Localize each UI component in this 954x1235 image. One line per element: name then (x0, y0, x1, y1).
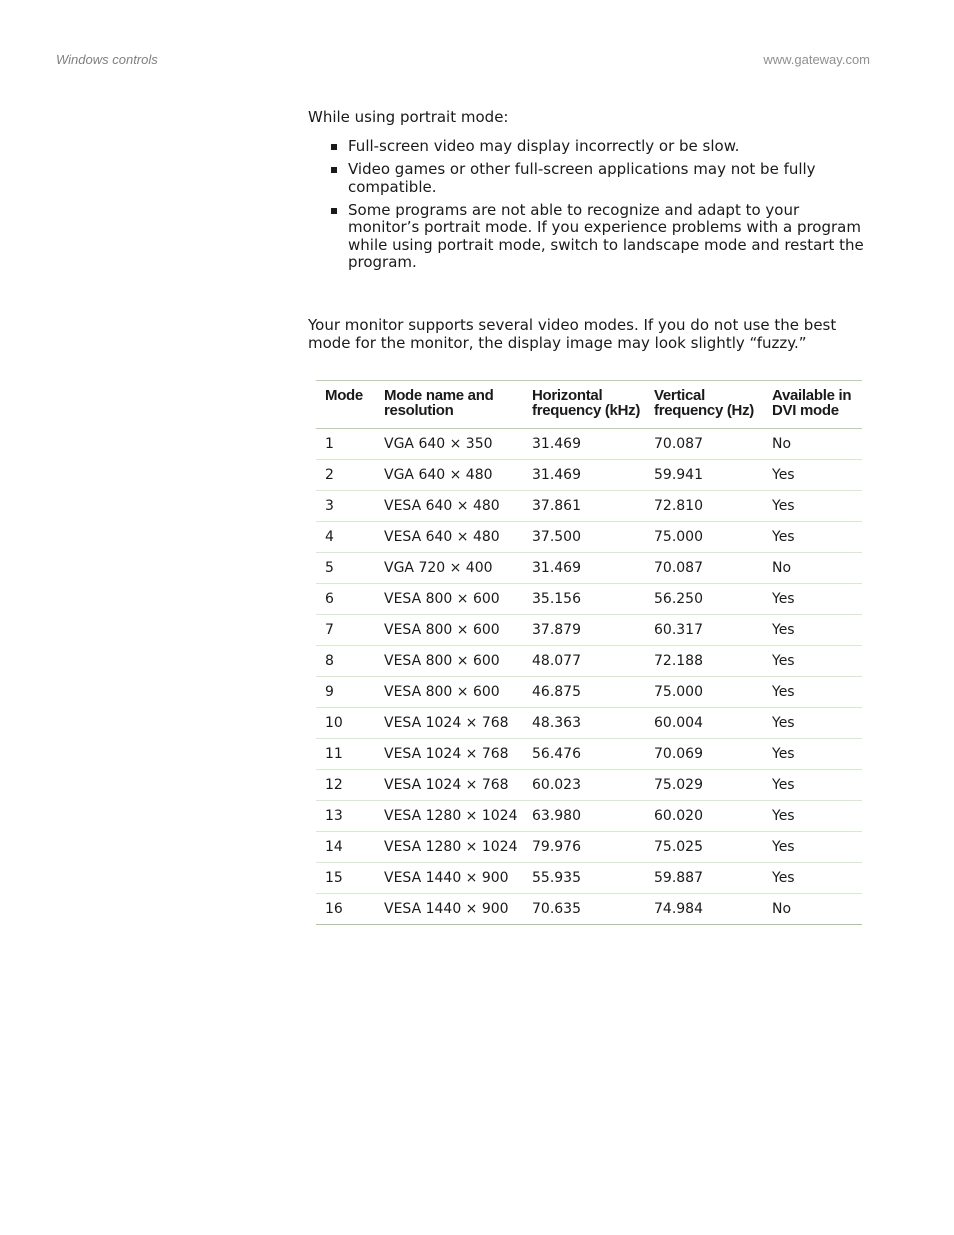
vertical-frequency-cell: 72.810 (645, 491, 763, 522)
dvi-availability-cell: Yes (763, 708, 862, 739)
mode-name-cell: VESA 1280 × 1024 (375, 832, 523, 863)
mode-name-cell: VESA 800 × 600 (375, 646, 523, 677)
vertical-frequency-cell: 70.087 (645, 553, 763, 584)
mode-number-cell: 8 (316, 646, 375, 677)
horizontal-frequency-cell: 55.935 (523, 863, 645, 894)
dvi-availability-cell: Yes (763, 491, 862, 522)
mode-name-cell: VGA 640 × 480 (375, 460, 523, 491)
table-header-row (316, 381, 862, 429)
mode-name-cell: VESA 1024 × 768 (375, 708, 523, 739)
table-row (316, 429, 862, 460)
column-header-mode: Mode (316, 381, 375, 429)
column-header-dvi-availability: Available in DVI mode (763, 381, 862, 429)
mode-number-cell: 13 (316, 801, 375, 832)
horizontal-frequency-cell: 35.156 (523, 584, 645, 615)
bullet-item (330, 161, 875, 196)
bullet-text: Full-screen video may display incorrectly or be slow. (348, 137, 740, 155)
mode-number-cell: 12 (316, 770, 375, 801)
table-row (316, 584, 862, 615)
mode-number-cell: 4 (316, 522, 375, 553)
portrait-mode-bullet-list (330, 138, 875, 277)
bullet-text: Some programs are not able to recognize and adapt to your monitor’s portrait mode. If you experience problems with a program while using portrait mode, switch to landscape mode and restart the program. (348, 200, 864, 271)
dvi-availability-cell: Yes (763, 522, 862, 553)
horizontal-frequency-cell: 37.861 (523, 491, 645, 522)
table-row (316, 770, 862, 801)
dvi-availability-cell: Yes (763, 832, 862, 863)
vertical-frequency-cell: 70.069 (645, 739, 763, 770)
mode-name-cell: VESA 1024 × 768 (375, 739, 523, 770)
dvi-availability-cell: Yes (763, 615, 862, 646)
mode-number-cell: 11 (316, 739, 375, 770)
table-row (316, 894, 862, 925)
vertical-frequency-cell: 59.887 (645, 863, 763, 894)
horizontal-frequency-cell: 31.469 (523, 460, 645, 491)
table-row (316, 460, 862, 491)
mode-name-cell: VESA 800 × 600 (375, 615, 523, 646)
vertical-frequency-cell: 75.000 (645, 677, 763, 708)
mode-name-cell: VESA 1024 × 768 (375, 770, 523, 801)
vertical-frequency-cell: 60.317 (645, 615, 763, 646)
dvi-availability-cell: No (763, 429, 862, 460)
vertical-frequency-cell: 74.984 (645, 894, 763, 925)
mode-name-cell: VGA 640 × 350 (375, 429, 523, 460)
dvi-availability-cell: Yes (763, 739, 862, 770)
horizontal-frequency-cell: 63.980 (523, 801, 645, 832)
mode-name-cell: VESA 1280 × 1024 (375, 801, 523, 832)
horizontal-frequency-cell: 31.469 (523, 429, 645, 460)
dvi-availability-cell: Yes (763, 677, 862, 708)
mode-name-cell: VESA 800 × 600 (375, 677, 523, 708)
table-row (316, 739, 862, 770)
dvi-availability-cell: No (763, 553, 862, 584)
vertical-frequency-cell: 59.941 (645, 460, 763, 491)
table-row (316, 677, 862, 708)
horizontal-frequency-cell: 37.879 (523, 615, 645, 646)
dvi-availability-cell: No (763, 894, 862, 925)
vertical-frequency-cell: 75.000 (645, 522, 763, 553)
video-modes-paragraph: Your monitor supports several video modes. If you do not use the best mode for the monitor, the display image may look slightly “fuzzy.” (308, 316, 837, 352)
square-bullet-icon (331, 167, 337, 173)
dvi-availability-cell: Yes (763, 863, 862, 894)
vertical-frequency-cell: 75.025 (645, 832, 763, 863)
mode-number-cell: 7 (316, 615, 375, 646)
table-body (316, 429, 862, 925)
column-header-vertical-frequency: Vertical frequency (Hz) (645, 381, 763, 429)
mode-number-cell: 16 (316, 894, 375, 925)
mode-number-cell: 9 (316, 677, 375, 708)
mode-number-cell: 3 (316, 491, 375, 522)
bullet-item (330, 138, 875, 156)
vertical-frequency-cell: 60.020 (645, 801, 763, 832)
mode-number-cell: 15 (316, 863, 375, 894)
table-row (316, 832, 862, 863)
mode-name-cell: VESA 640 × 480 (375, 522, 523, 553)
portrait-mode-intro: While using portrait mode: (308, 108, 509, 126)
mode-name-cell: VESA 800 × 600 (375, 584, 523, 615)
column-header-mode-name: Mode name and resolution (375, 381, 523, 429)
mode-name-cell: VESA 640 × 480 (375, 491, 523, 522)
horizontal-frequency-cell: 48.077 (523, 646, 645, 677)
mode-name-cell: VESA 1440 × 900 (375, 863, 523, 894)
bullet-text: Video games or other full-screen applications may not be fully compatible. (348, 160, 816, 196)
horizontal-frequency-cell: 31.469 (523, 553, 645, 584)
mode-name-cell: VESA 1440 × 900 (375, 894, 523, 925)
table-row (316, 522, 862, 553)
column-header-horizontal-frequency: Horizontal frequency (kHz) (523, 381, 645, 429)
horizontal-frequency-cell: 46.875 (523, 677, 645, 708)
mode-number-cell: 5 (316, 553, 375, 584)
video-modes-table (316, 380, 862, 925)
table-row (316, 863, 862, 894)
mode-name-cell: VGA 720 × 400 (375, 553, 523, 584)
vertical-frequency-cell: 70.087 (645, 429, 763, 460)
vertical-frequency-cell: 56.250 (645, 584, 763, 615)
table-row (316, 646, 862, 677)
square-bullet-icon (331, 144, 337, 150)
vertical-frequency-cell: 75.029 (645, 770, 763, 801)
horizontal-frequency-cell: 37.500 (523, 522, 645, 553)
mode-number-cell: 6 (316, 584, 375, 615)
mode-number-cell: 10 (316, 708, 375, 739)
bullet-item (330, 202, 875, 272)
running-header-section: Windows controls (56, 52, 158, 67)
horizontal-frequency-cell: 48.363 (523, 708, 645, 739)
table-row (316, 491, 862, 522)
dvi-availability-cell: Yes (763, 584, 862, 615)
mode-number-cell: 14 (316, 832, 375, 863)
horizontal-frequency-cell: 79.976 (523, 832, 645, 863)
vertical-frequency-cell: 60.004 (645, 708, 763, 739)
horizontal-frequency-cell: 70.635 (523, 894, 645, 925)
table-row (316, 553, 862, 584)
dvi-availability-cell: Yes (763, 770, 862, 801)
horizontal-frequency-cell: 56.476 (523, 739, 645, 770)
table-row (316, 615, 862, 646)
dvi-availability-cell: Yes (763, 801, 862, 832)
table-row (316, 801, 862, 832)
horizontal-frequency-cell: 60.023 (523, 770, 645, 801)
dvi-availability-cell: Yes (763, 646, 862, 677)
dvi-availability-cell: Yes (763, 460, 862, 491)
mode-number-cell: 1 (316, 429, 375, 460)
square-bullet-icon (331, 208, 337, 214)
vertical-frequency-cell: 72.188 (645, 646, 763, 677)
running-header-website: www.gateway.com (763, 52, 870, 67)
table-row (316, 708, 862, 739)
mode-number-cell: 2 (316, 460, 375, 491)
